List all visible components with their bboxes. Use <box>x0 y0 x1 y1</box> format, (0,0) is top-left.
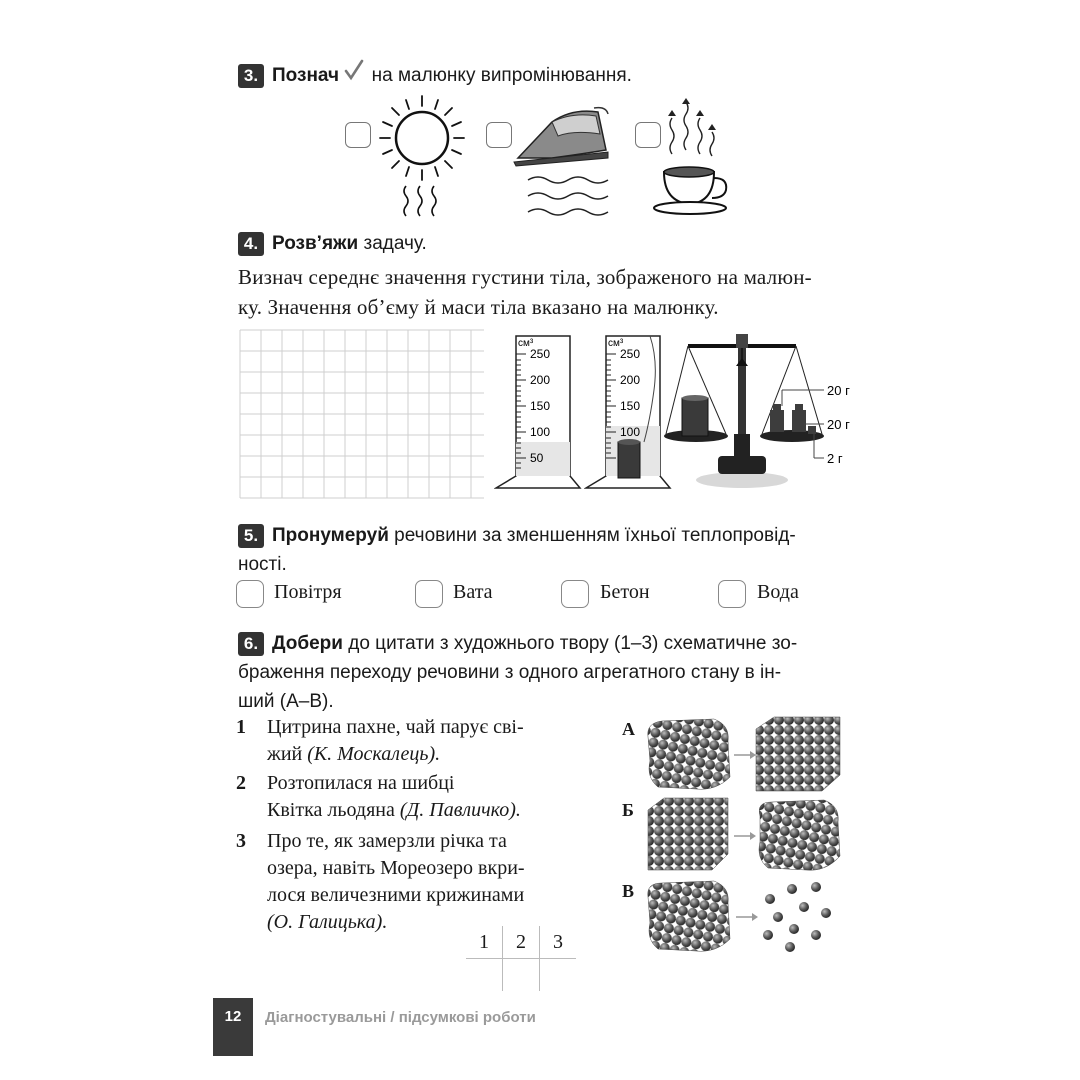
weight-label: 2 г <box>827 451 843 466</box>
cylinder-tick-label: 150 <box>620 399 641 413</box>
cylinder-unit: см³ <box>608 338 624 349</box>
option-label: А <box>622 719 635 739</box>
page-number-tab <box>213 998 253 1056</box>
quote-number: 3 <box>236 830 246 852</box>
task-number: 5. <box>238 524 264 548</box>
substance-checkbox[interactable] <box>718 580 746 608</box>
cylinder-tick-label: 100 <box>530 425 551 439</box>
cylinder-tick-label: 150 <box>530 399 551 413</box>
task-number: 4. <box>238 232 264 256</box>
transition-diagram-c <box>644 877 844 957</box>
answer-grid[interactable] <box>236 326 488 502</box>
weight-label: 20 г <box>827 383 850 398</box>
task-3-heading: 3. Познач на малюнку випромінювання. <box>238 59 632 90</box>
task-6-heading: 6. Добери до цитати з художнього твору (1–3) схематичне зо- браження переходу речовини з одного агрегатного стану в ін- ший (А–В). <box>238 633 798 712</box>
cylinder-tick-label: 200 <box>530 373 551 387</box>
cylinder-tick-label: 50 <box>530 451 544 465</box>
answer-cell[interactable] <box>540 959 577 992</box>
measuring-cylinder-with-body <box>584 330 672 492</box>
page-number: 12 <box>224 1008 242 1025</box>
radiation-checkbox-sun[interactable] <box>345 122 371 148</box>
option-label: Б <box>622 800 634 820</box>
quote-number: 1 <box>236 716 246 738</box>
cylinder-unit: см³ <box>518 338 534 349</box>
sun-icon <box>374 92 470 222</box>
task-5-heading: 5. Пронумеруй речовини за зменшенням їхньої теплопровід- ності. <box>238 525 796 575</box>
answer-header: 3 <box>540 926 577 959</box>
quote-3: Про те, як замерзли річка та озера, навіть Мореозеро вкри- лося величезними крижинами (О. Галицька). <box>267 830 525 933</box>
quote-2: Розтопилася на шибці Квітка льодяна (Д. Павличко). <box>267 772 521 821</box>
footer-title: Діагностувальні / підсумкові роботи <box>265 1009 536 1026</box>
substance-label: Вата <box>453 581 493 603</box>
radiation-checkbox-iron[interactable] <box>486 122 512 148</box>
cylinder-tick-label: 250 <box>620 347 641 361</box>
quote-number: 2 <box>236 772 246 794</box>
measuring-cylinder-empty <box>494 330 582 492</box>
weight-label: 20 г <box>827 417 850 432</box>
substance-checkbox[interactable] <box>236 580 264 608</box>
checkmark-icon <box>344 59 366 90</box>
answer-cell[interactable] <box>466 959 503 992</box>
quote-1: Цитрина пахне, чай парує сві- жий (К. Москалець). <box>267 716 524 765</box>
balance-scale-icon <box>660 330 860 492</box>
answer-header: 2 <box>503 926 540 959</box>
substance-checkbox[interactable] <box>561 580 589 608</box>
iron-icon <box>512 100 616 220</box>
transition-diagram-b <box>644 796 844 876</box>
cylinder-tick-label: 250 <box>530 347 551 361</box>
answer-header: 1 <box>466 926 503 959</box>
answer-table <box>466 926 576 991</box>
cylinder-tick-label: 200 <box>620 373 641 387</box>
substance-label: Бетон <box>600 581 650 603</box>
substance-label: Повітря <box>274 581 342 603</box>
substance-checkbox[interactable] <box>415 580 443 608</box>
answer-cell[interactable] <box>503 959 540 992</box>
tea-cup-icon <box>652 96 732 218</box>
task-4-heading: 4. Розв’яжи задачу. <box>238 229 427 258</box>
task-4-text: Визнач середнє значення густини тіла, зображеного на малюн- ку. Значення об’єму й маси тіла вказано на малюнку. <box>238 265 812 319</box>
task-number: 6. <box>238 632 264 656</box>
transition-diagram-a <box>644 715 844 795</box>
substance-label: Вода <box>757 581 799 603</box>
cylinder-tick-label: 100 <box>620 425 641 439</box>
option-label: В <box>622 881 635 901</box>
task-number: 3. <box>238 64 264 88</box>
